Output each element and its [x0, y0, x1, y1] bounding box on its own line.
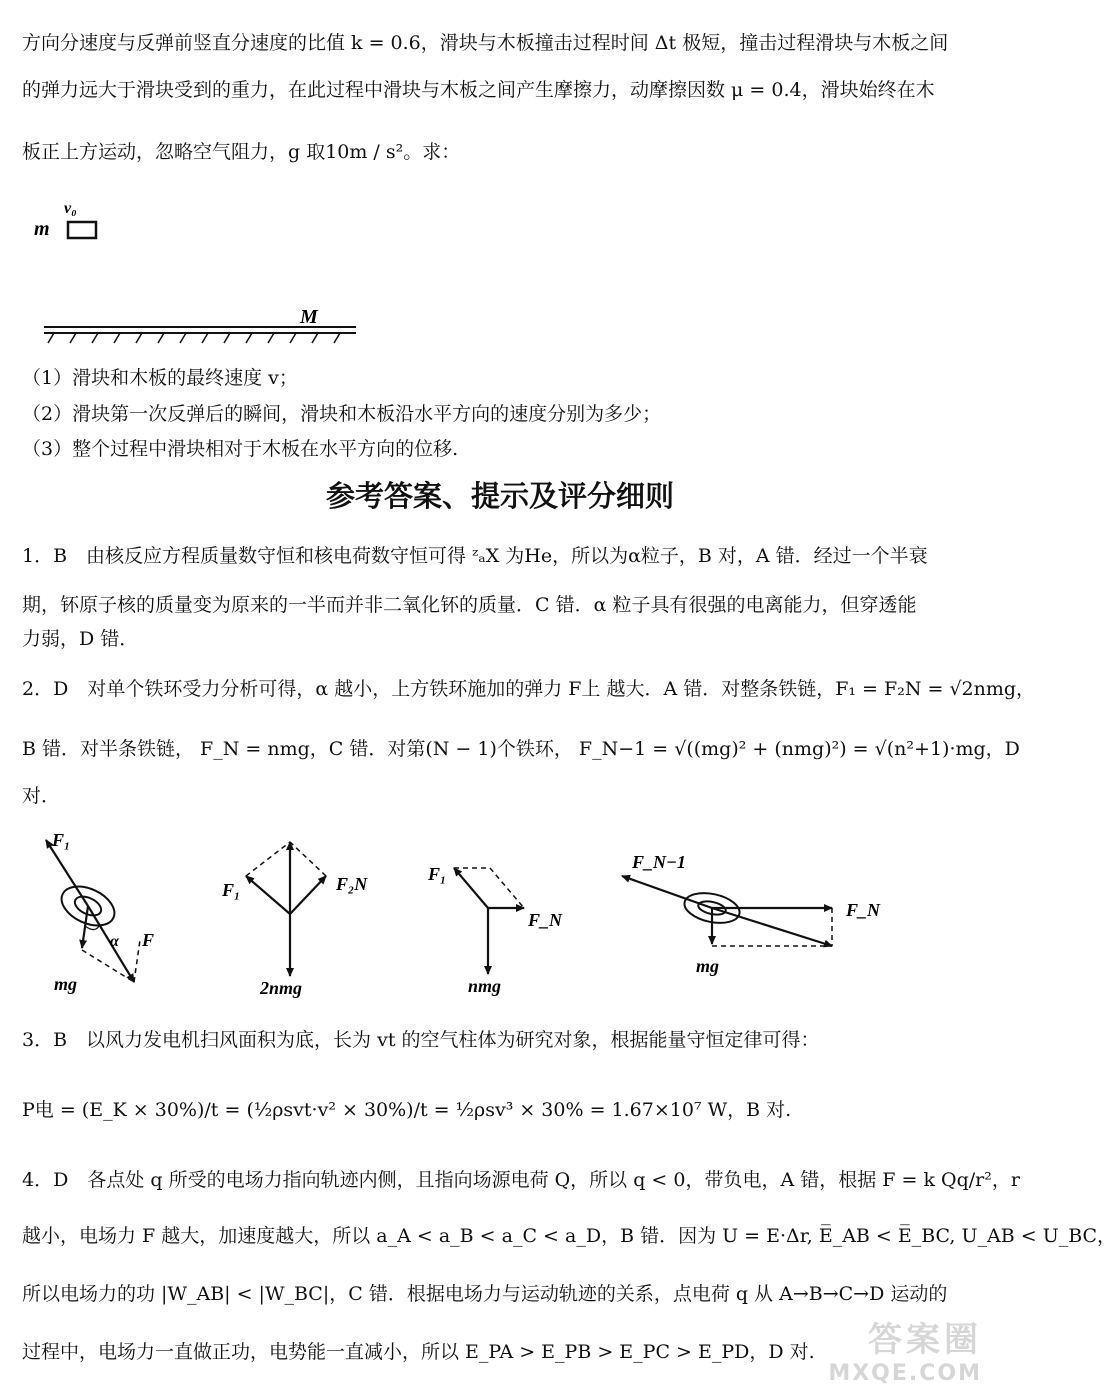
- answer-1-line-3: 力弱，D 错．: [22, 628, 139, 650]
- answer-1-line-2: 期，钚原子核的质量变为原来的一半而并非二氧化钚的质量．C 错．α 粒子具有很强的电离能力，但穿透能: [22, 594, 917, 616]
- question-3: （3）整个过程中滑块相对于木板在水平方向的位移.: [22, 438, 459, 460]
- block-board-figure: [30, 195, 370, 355]
- answer-2-line-2: B 错．对半条铁链， F_N = nmg，C 错．对第(N − 1)个铁环， F_N−1 = √((mg)² + (nmg)²) = √(n²+1)·mg，D: [22, 738, 1020, 760]
- problem-line-2: 的弹力远大于滑块受到的重力，在此过程中滑块与木板之间产生摩擦力，动摩擦因数 μ = 0.4，滑块始终在木: [22, 79, 935, 101]
- answer-4-line-2: 越小，电场力 F 越大，加速度越大，所以 a_A < a_B < a_C < a_D，B 错．因为 U = E·Δr, E̅_AB < E̅_BC, U_AB < U_BC，: [22, 1225, 1116, 1247]
- watermark-line-2: MXQE.COM: [828, 1361, 982, 1386]
- mass-M-label: M: [300, 306, 318, 328]
- fig3-bottom-label: nmg: [468, 976, 502, 996]
- answer-2-line-3: 对．: [22, 785, 61, 807]
- watermark: [828, 1312, 982, 1386]
- fig2-bottom-label: 2nmg: [260, 978, 303, 998]
- mass-m-label: m: [34, 218, 50, 240]
- fig4-bottom-label: mg: [696, 956, 720, 976]
- answer-4-line-1: 4．D 各点处 q 所受的电场力指向轨迹内侧，且指向场源电荷 Q，所以 q < 0，带负电，A 错，根据 F = k Qq/r²，r: [22, 1169, 1020, 1191]
- answer-3-formula: P电 = (E_K × 30%)/t = (½ρsvt·v² × 30%)/t = ½ρsv³ × 30% = 1.67×10⁷ W，B 对.: [22, 1099, 792, 1121]
- fig4-top-label: F_N−1: [632, 852, 686, 872]
- answer-4-line-3: 所以电场力的功 |W_AB| < |W_BC|，C 错．根据电场力与运动轨迹的关系，点电荷 q 从 A→B→C→D 运动的: [22, 1283, 948, 1305]
- force-diagram-2: [221, 842, 368, 998]
- fig2-left-label: F₁: [222, 880, 241, 900]
- question-1: （1）滑块和木板的最终速度 v；: [22, 367, 298, 389]
- fig1-angle-label: α: [110, 933, 119, 950]
- force-diagrams: [30, 822, 980, 1012]
- fig3-right-label: F_N: [528, 910, 563, 930]
- fig1-bottom-label: mg: [54, 974, 78, 994]
- force-diagram-1: [46, 830, 154, 994]
- block-m: [68, 222, 96, 238]
- fig1-top-label: F₁: [52, 830, 71, 850]
- question-2: （2）滑块第一次反弹后的瞬间，滑块和木板沿水平方向的速度分别为多少；: [22, 403, 662, 425]
- fig3-left-label: F₁: [428, 864, 447, 884]
- force-diagram-4: [622, 852, 881, 976]
- answer-1-line-1: 1．B 由核反应方程质量数守恒和核电荷数守恒可得 ᶻₐX 为He，所以为α粒子，B 对，A 错．经过一个半衰: [22, 545, 928, 567]
- velocity-label: v₀: [64, 200, 77, 217]
- fig1-right-label: F: [142, 930, 155, 950]
- answer-4-line-4: 过程中，电场力一直做正功，电势能一直减小，所以 E_PA > E_PB > E_PC > E_PD，D 对.: [22, 1341, 815, 1363]
- fig4-right-label: F_N: [846, 900, 881, 920]
- fig2-right-label: F₂N: [336, 874, 368, 894]
- problem-line-1: 方向分速度与反弹前竖直分速度的比值 k = 0.6，滑块与木板撞击过程时间 Δt 极短，撞击过程滑块与木板之间: [22, 32, 949, 54]
- answer-2-line-1: 2．D 对单个铁环受力分析可得，α 越小，上方铁环施加的弹力 F上 越大．A 错．对整条铁链，F₁ = F₂N = √2nmg，: [22, 678, 1036, 700]
- answer-3-line-1: 3．B 以风力发电机扫风面积为底，长为 vt 的空气柱体为研究对象，根据能量守恒定律可得：: [22, 1029, 820, 1051]
- ground-hatching: [48, 333, 340, 343]
- answers-title: 参考答案、提示及评分细则: [325, 479, 674, 513]
- problem-line-3: 板正上方运动，忽略空气阻力，g 取10m / s²。求：: [22, 141, 461, 163]
- force-diagram-3: [427, 864, 563, 996]
- watermark-line-1: 答案圈: [868, 1320, 982, 1360]
